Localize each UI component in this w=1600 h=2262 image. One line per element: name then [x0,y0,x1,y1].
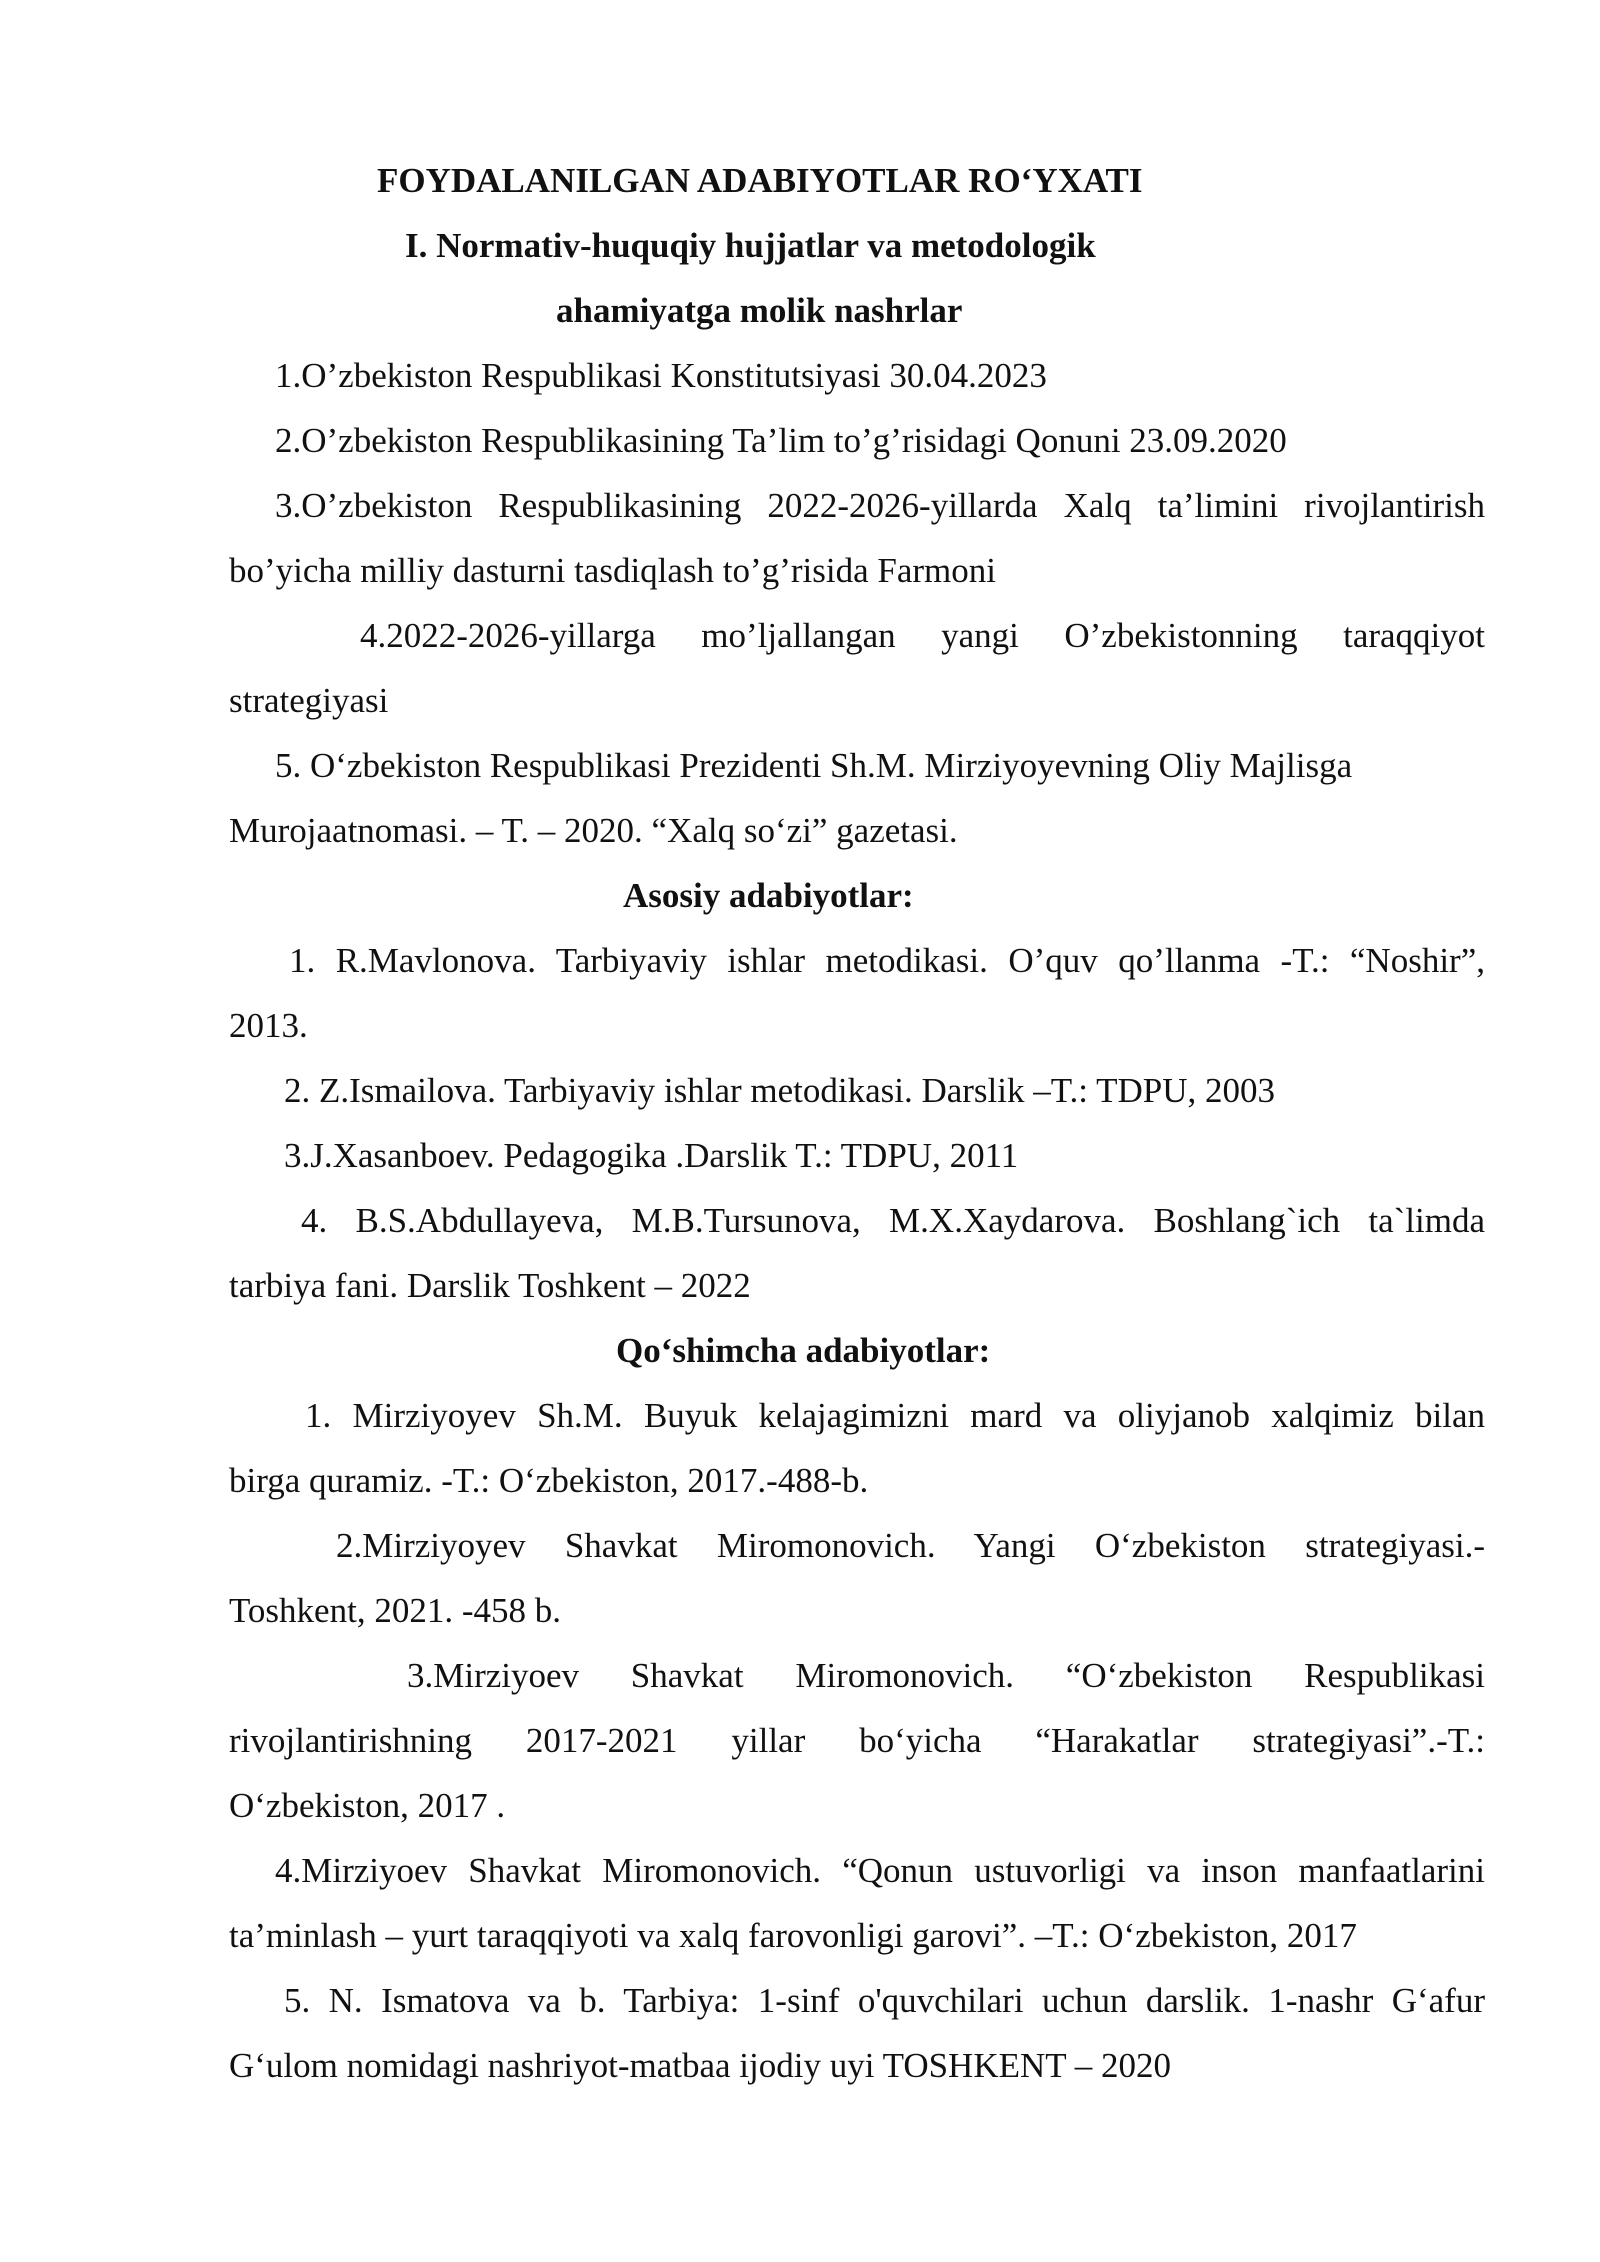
list-item [229,1643,1485,1838]
list-item [229,343,1485,408]
list-item-continuation: tarbiya fani. Darslik Toshkent – 2022 [229,1266,751,1305]
section1-heading-line1: I. Normativ-huquqiy hujjatlar va metodologik [405,226,1096,265]
list-item [229,1968,1485,2098]
list-item [229,1838,1485,1968]
list-item-text: 1.O’zbekiston Respublikasi Konstitutsiyasi 30.04.2023 [275,356,1047,395]
list-item-continuation: rivojlantirishning 2017-2021 yillar bo‘yicha “Harakatlar strategiyasi”.-T.: [229,1721,1485,1760]
list-item-text: 1. Mirziyoyev Sh.M. Buyuk kelajagimizni mard va oliyjanob xalqimiz bilan [305,1396,1485,1435]
section3-heading: Qo‘shimcha adabiyotlar: [616,1331,991,1370]
list-item-continuation: G‘ulom nomidagi nashriyot-matbaa ijodiy uyi TOSHKENT – 2020 [229,2046,1172,2085]
list-item-continuation: ta’minlash – yurt taraqqiyoti va xalq farovonligi garovi”. –T.: O‘zbekiston, 2017 [229,1916,1357,1955]
list-item-text: 3.O’zbekiston Respublikasining 2022-2026-yillarda Xalq ta’limini rivojlantirish [275,486,1485,525]
list-item-continuation: birga quramiz. -T.: O‘zbekiston, 2017.-488-b. [229,1461,869,1500]
list-item-continuation: bo’yicha milliy dasturni tasdiqlash to’g’risida Farmoni [229,551,996,590]
list-item-text: 2.O’zbekiston Respublikasining Ta’lim to’g’risidagi Qonuni 23.09.2020 [275,421,1287,460]
list-item-text: 5. N. Ismatova va b. Tarbiya: 1-sinf o'quvchilari uchun darslik. 1-nashr G‘afur [284,1981,1485,2020]
section2-heading: Asosiy adabiyotlar: [623,876,914,915]
list-item-text: 1. R.Mavlonova. Tarbiyaviy ishlar metodikasi. O’quv qo’llanma -T.: “Noshir”, [289,941,1485,980]
list-item-text: 4.2022-2026-yillarga mo’ljallangan yangi O’zbekistonning taraqqiyot [360,616,1485,655]
list-item-continuation: Murojaatnomasi. – T. – 2020. “Xalq so‘zi” gazetasi. [229,811,958,850]
list-item [229,1383,1485,1513]
list-item-text: 2.Mirziyoyev Shavkat Miromonovich. Yangi O‘zbekiston strategiyasi.- [336,1526,1485,1565]
list-item [229,603,1485,733]
list-item-text: 3.J.Xasanboev. Pedagogika .Darslik T.: TDPU, 2011 [284,1136,1019,1175]
list-item-text: 4. B.S.Abdullayeva, M.B.Tursunova, M.X.Xaydarova. Boshlang`ich ta`limda [301,1201,1485,1240]
list-item [229,1123,1485,1188]
list-item-continuation: 2013. [229,1006,308,1045]
list-item-continuation: O‘zbekiston, 2017 . [229,1786,506,1825]
list-item-text: 3.Mirziyoev Shavkat Miromonovich. “O‘zbekiston Respublikasi [407,1656,1485,1695]
list-item [229,1513,1485,1643]
list-item [229,928,1485,1058]
list-item-text: 5. O‘zbekiston Respublikasi Prezidenti Sh.M. Mirziyoyevning Oliy Majlisga [275,746,1353,785]
bibliography [229,148,1485,2098]
document-title: FOYDALANILGAN ADABIYOTLAR RO‘YXATI [377,161,1143,200]
list-item-continuation: Toshkent, 2021. -458 b. [229,1591,561,1630]
list-item [229,1058,1485,1123]
list-item [229,1188,1485,1318]
list-item [229,473,1485,603]
list-item [229,408,1485,473]
list-item-text: 2. Z.Ismailova. Tarbiyaviy ishlar metodikasi. Darslik –T.: TDPU, 2003 [284,1071,1276,1110]
list-item-continuation: strategiyasi [229,681,389,720]
section1-heading-line2: ahamiyatga molik nashrlar [556,291,963,330]
list-item-text: 4.Mirziyoev Shavkat Miromonovich. “Qonun ustuvorligi va inson manfaatlarini [275,1851,1485,1890]
list-item [229,733,1485,863]
